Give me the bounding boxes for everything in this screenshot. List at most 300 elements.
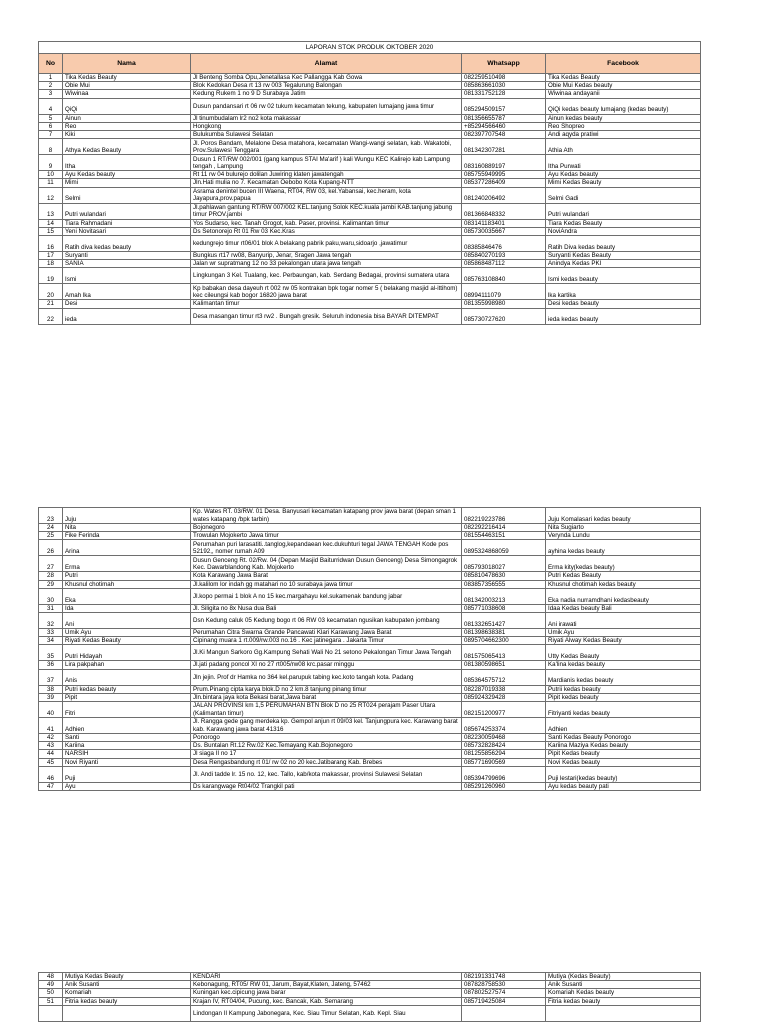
row-facebook: Andi aqyda pratiwi <box>546 131 701 139</box>
row-number: 37 <box>39 669 63 685</box>
header-alamat: Alamat <box>191 54 462 74</box>
row-address: Jln.bintara jaya kota Bekasi barat,Jawa barat <box>191 693 462 701</box>
row-number: 49 <box>39 981 63 989</box>
row-name: Suryanti <box>63 252 191 260</box>
row-name: Fitria kedas beauty <box>63 997 191 1005</box>
row-facebook: Utty Kedas Beauty <box>546 645 701 661</box>
row-whatsapp: 082287019338 <box>462 685 546 693</box>
row-whatsapp <box>462 1005 546 1021</box>
row-number: 14 <box>39 219 63 227</box>
row-whatsapp: 081355998980 <box>462 300 546 308</box>
row-address: Yos Sudarso, kec. Tanah Grogot, kab. Paser, provinsi. Kalimantan timur <box>191 219 462 227</box>
row-address: Jl.kopo permai 1 blok A no 15 kec.margahayu kel.sukamenak bandung jabar <box>191 588 462 604</box>
row-whatsapp: 081398638381 <box>462 629 546 637</box>
table-row <box>39 734 701 742</box>
row-address: Jl.kalilom lor indah gg matahari no 10 surabaya jawa timur <box>191 580 462 588</box>
row-address: Prum.Pinang cipta karya blok.D no 2 km.8 tanjung pinang timur <box>191 685 462 693</box>
row-address: KENDARI <box>191 973 462 981</box>
row-name: Tiara Rahmadani <box>63 219 191 227</box>
table-row <box>39 114 701 122</box>
header-whatsapp: Whatsapp <box>462 54 546 74</box>
table-row <box>39 742 701 750</box>
sheet-block-3 <box>38 972 700 1022</box>
row-whatsapp: 085732828424 <box>462 742 546 750</box>
row-facebook: Putri wulandari <box>546 203 701 219</box>
table-row <box>39 252 701 260</box>
row-name: Ismi <box>63 268 191 284</box>
row-name: Ida <box>63 604 191 612</box>
row-whatsapp: 087828758530 <box>462 981 546 989</box>
row-name: Fitri <box>63 702 191 718</box>
row-name: Eka <box>63 588 191 604</box>
table-row <box>39 508 701 524</box>
table-row <box>39 179 701 187</box>
table-row <box>39 98 701 114</box>
table-row <box>39 524 701 532</box>
row-number: 18 <box>39 260 63 268</box>
table-row <box>39 645 701 661</box>
row-facebook: Ani irawati <box>546 613 701 629</box>
row-number: 42 <box>39 734 63 742</box>
table-row <box>39 540 701 556</box>
table-row <box>39 122 701 130</box>
sheet-block-1 <box>38 41 700 325</box>
row-name: Ayu Kedas beauty <box>63 171 191 179</box>
row-whatsapp: 085719425084 <box>462 997 546 1005</box>
row-name: Putri wulandari <box>63 203 191 219</box>
row-name: Pipit <box>63 693 191 701</box>
row-facebook: Ratih Diva kedas beauty <box>546 236 701 252</box>
row-number: 39 <box>39 693 63 701</box>
row-facebook: ayhina kedas beauty <box>546 540 701 556</box>
row-number: 15 <box>39 227 63 235</box>
row-name: Mutiya Kedas Beauty <box>63 973 191 981</box>
row-facebook: Kariina Maziya Kedas beauty <box>546 742 701 750</box>
row-facebook: Mutiya (Kedas Beauty) <box>546 973 701 981</box>
table-row <box>39 702 701 718</box>
row-number: 28 <box>39 572 63 580</box>
row-name: Ainun <box>63 114 191 122</box>
row-facebook: Ayu kedas beauty pati <box>546 782 701 790</box>
row-facebook: Suryanti Kedas Beauty <box>546 252 701 260</box>
header-nama: Nama <box>63 54 191 74</box>
row-number: 10 <box>39 171 63 179</box>
row-number: 31 <box>39 604 63 612</box>
row-facebook: Tika Kedas Beauty <box>546 74 701 82</box>
row-whatsapp: 081331752128 <box>462 90 546 98</box>
row-whatsapp: 0895704662300 <box>462 637 546 645</box>
row-name: Anis <box>63 669 191 685</box>
row-facebook: Ka'lina kedas beauty <box>546 661 701 669</box>
table-row <box>39 989 701 997</box>
row-number: 16 <box>39 236 63 252</box>
table-row <box>39 268 701 284</box>
row-number: 35 <box>39 645 63 661</box>
row-address: Bulukumba Sulawesi Selatan <box>191 131 462 139</box>
row-name: NARSIH <box>63 750 191 758</box>
row-address: Jl. Rangga gede gang merdeka kp. Gempol anjun rt 09/03 kel. Tanjungpura kec. Karawang barat kab. Karawang jawa barat 41316 <box>191 718 462 734</box>
row-address: Ponorogo <box>191 734 462 742</box>
table-row <box>39 588 701 604</box>
row-facebook: Riyati Alway Kedas Beauty <box>546 637 701 645</box>
row-facebook: Desi kedas beauty <box>546 300 701 308</box>
table-row <box>39 693 701 701</box>
row-address: kedungrejo timur rt06/01 blok A belakang pabrik paku,waru,sidoarjo ,jawatimur <box>191 236 462 252</box>
row-name: Riyati Kedas Beauty <box>63 637 191 645</box>
row-address: Ds Setonorejo Rt 01 Rw 03 Kec.Kras <box>191 227 462 235</box>
row-facebook: Komariah Kedas beauty <box>546 989 701 997</box>
row-facebook: Santi Kedas Beauty Ponorogo <box>546 734 701 742</box>
row-address: Bungkus rt17 rw08, Banyurip, Jenar, Sragen Jawa tengah <box>191 252 462 260</box>
row-number: 47 <box>39 782 63 790</box>
table-row <box>39 532 701 540</box>
row-whatsapp: 081575065413 <box>462 645 546 661</box>
row-facebook: NoviAndra <box>546 227 701 235</box>
row-address: Dusun pandansari rt 06 rw 02 tukum kecamatan tekung, kabupaten lumajang jawa timur <box>191 98 462 114</box>
row-whatsapp: 081332651427 <box>462 613 546 629</box>
row-facebook <box>546 1005 701 1021</box>
row-address: Ds. Buntalan Rt.12 Rw.02 Kec.Temayang Kab.Bojonegoro <box>191 742 462 750</box>
row-address: Jl. Andi tadde lr. 15 no. 12, kec. Tallo, kab/kota makassar, provinsi Sulawesi Selatan <box>191 766 462 782</box>
row-address: Desa Rengasbandung rt 01/ rw 02 no 20 kec.Jatibarang Kab. Brebes <box>191 758 462 766</box>
row-number: 8 <box>39 139 63 155</box>
row-facebook: Ainun kedas beauty <box>546 114 701 122</box>
row-address: Lingkungan 3 Kel. Tualang, kec. Perbaungan, kab. Serdang Bedagai, provinsi sumatera utara <box>191 268 462 284</box>
row-number: 7 <box>39 131 63 139</box>
row-address: Jln jejin. Prof dr Hamka no 364 kel.parupuk tabing kec.koto tangah kota. Padang <box>191 669 462 685</box>
row-address: Kebonagung, RT05/ RW 01, Jarum, Bayat,Klaten, Jateng, 57462 <box>191 981 462 989</box>
row-facebook: ieda kedas beauty <box>546 308 701 324</box>
row-name: Selmi <box>63 187 191 203</box>
row-name: QiQi <box>63 98 191 114</box>
row-number: 19 <box>39 268 63 284</box>
row-name: Putri <box>63 572 191 580</box>
row-facebook: Putrii kedas beauty <box>546 685 701 693</box>
row-facebook: Fitriyanti kedas beauty <box>546 702 701 718</box>
row-address: Jln.Hati mulia no 7. Kecamatan Oebobo Kota Kupang-NTT <box>191 179 462 187</box>
row-whatsapp: 083160889197 <box>462 155 546 171</box>
row-number: 48 <box>39 973 63 981</box>
row-whatsapp: 081255856294 <box>462 750 546 758</box>
table-row <box>39 661 701 669</box>
row-facebook: Eka nadia nurramdhani kedasbeauty <box>546 588 701 604</box>
table-row <box>39 203 701 219</box>
row-number: 46 <box>39 766 63 782</box>
table-row <box>39 155 701 171</box>
row-address: Jl siaga II no 17 <box>191 750 462 758</box>
row-facebook: Putri Kedas Beauty <box>546 572 701 580</box>
row-name: Erma <box>63 556 191 572</box>
row-whatsapp: 085291260960 <box>462 782 546 790</box>
row-address: Jalan wr supratmang 12 no 33 pekalongan utara jawa tengah <box>191 260 462 268</box>
row-number: 30 <box>39 588 63 604</box>
row-whatsapp: 085771038608 <box>462 604 546 612</box>
row-facebook: Tiara Kedas Beauty <box>546 219 701 227</box>
row-number: 41 <box>39 718 63 734</box>
table-row <box>39 637 701 645</box>
table-row <box>39 139 701 155</box>
row-whatsapp: 082292216414 <box>462 524 546 532</box>
row-whatsapp: 085674253374 <box>462 718 546 734</box>
row-name: Reo <box>63 122 191 130</box>
row-address: Perumahan Citra Swarna Grande Pancawati Klari Karawang Jawa Barat <box>191 629 462 637</box>
row-facebook: Pipit Kedas beauty <box>546 750 701 758</box>
row-name: Putri kedas beauty <box>63 685 191 693</box>
header-no: No <box>39 54 63 74</box>
stock-report-table <box>38 41 701 325</box>
row-name: Amah lka <box>63 284 191 300</box>
row-name: Putri Hidayah <box>63 645 191 661</box>
row-number: 4 <box>39 98 63 114</box>
header-facebook: Facebook <box>546 54 701 74</box>
row-facebook: Erma kity(kedas beauty) <box>546 556 701 572</box>
row-facebook: Fitria kedas beauty <box>546 997 701 1005</box>
row-number: 50 <box>39 989 63 997</box>
row-address: Dsn Kedung caluk 05 Kedung bogo rt 06 RW 03 kecamatan ngusikan kabupaten jombang <box>191 613 462 629</box>
row-facebook: Khusnul chotimah kedas beauty <box>546 580 701 588</box>
row-name: Fike Ferinda <box>63 532 191 540</box>
row-name: Mimi <box>63 179 191 187</box>
table-row <box>39 629 701 637</box>
row-facebook: Mardianis kedas beauty <box>546 669 701 685</box>
row-facebook: Anindya Kedas PKI <box>546 260 701 268</box>
row-whatsapp: 082230059468 <box>462 734 546 742</box>
row-facebook: Idaa Kedas beauty Bali <box>546 604 701 612</box>
row-whatsapp: 085863661030 <box>462 82 546 90</box>
table-row <box>39 187 701 203</box>
row-whatsapp: 083141183401 <box>462 219 546 227</box>
row-name: Wiwinaa <box>63 90 191 98</box>
row-number: 26 <box>39 540 63 556</box>
row-facebook: Obie Mui Kedas beauty <box>546 82 701 90</box>
row-name: Komariah <box>63 989 191 997</box>
row-number: 34 <box>39 637 63 645</box>
row-address: Asrama denintel bucen III Waena, RT04, RW 03, kel.Yabansai, kec.heram, kota Jayapura,prov.papua <box>191 187 462 203</box>
row-facebook: Ismi kedas beauty <box>546 268 701 284</box>
row-number: 40 <box>39 702 63 718</box>
row-address: Kp. Wates RT. 03/RW. 01 Desa. Banyusari kecamatan katapang prov jawa barat (depan sman 1 wates katapang /bpk tarbin) <box>191 508 462 524</box>
row-address: Dusun Genceng Rt. 02/Rw. 04 (Depan Masjid Baiturridwan Dusun Genceng) Desa Simongagrok Kec. Dawarblandong Kab. Mojokerto <box>191 556 462 572</box>
table-row <box>39 782 701 790</box>
stock-report-table-continued <box>38 507 701 791</box>
table-row <box>39 572 701 580</box>
table-row <box>39 260 701 268</box>
table-row <box>39 227 701 235</box>
row-name: Santi <box>63 734 191 742</box>
row-whatsapp: 081356655787 <box>462 114 546 122</box>
row-name: Puji <box>63 766 191 782</box>
row-number: 6 <box>39 122 63 130</box>
row-number: 17 <box>39 252 63 260</box>
row-whatsapp: 081342307281 <box>462 139 546 155</box>
row-number: 36 <box>39 661 63 669</box>
row-name: Kariina <box>63 742 191 750</box>
row-facebook: Adhien <box>546 718 701 734</box>
row-whatsapp: 087802527574 <box>462 989 546 997</box>
report-title: LAPORAN STOK PRODUK OKTOBER 2020 <box>39 42 701 54</box>
row-facebook: lka kartika <box>546 284 701 300</box>
table-row <box>39 171 701 179</box>
row-address: Jl. Siligita no 8x Nusa dua Bali <box>191 604 462 612</box>
row-number: 25 <box>39 532 63 540</box>
row-address: Perumahan puri larasatiti..tanglog,kepandaean kec.dukuhturi tegal JAWA TENGAH Kode pos 52192,, nomer rumah A09 <box>191 540 462 556</box>
table-row <box>39 284 701 300</box>
row-address: Jl.jati padang poncol XI no 27 rt005/rw08 krc.pasar minggu <box>191 661 462 669</box>
row-name: Arina <box>63 540 191 556</box>
row-facebook: Pipit kedas beauty <box>546 693 701 701</box>
row-name: Nita <box>63 524 191 532</box>
row-whatsapp: +85294566460 <box>462 122 546 130</box>
row-whatsapp: 0895324868059 <box>462 540 546 556</box>
table-row <box>39 758 701 766</box>
row-name: Athya Kedas Beauty <box>63 139 191 155</box>
row-whatsapp: 085771690569 <box>462 758 546 766</box>
table-row <box>39 131 701 139</box>
row-whatsapp: 083857356555 <box>462 580 546 588</box>
row-number: 13 <box>39 203 63 219</box>
row-address: Jl.Ki Mangun Sarkoro Gg.Kampung Sehati Wali No 21 setono Pekalongan Timur Jawa Tengah <box>191 645 462 661</box>
row-facebook: Selmi Gadi <box>546 187 701 203</box>
row-whatsapp: 085868487112 <box>462 260 546 268</box>
row-number: 38 <box>39 685 63 693</box>
row-address: Dusun 1 RT/RW 002/001 (gang kampus STAI Ma'arif ) kali Wungu KEC Kalirejo kab Lampung tengah , Lampung <box>191 155 462 171</box>
table-row <box>39 580 701 588</box>
row-address: Rt 11 rw 04 bulurejo dolilan Juwiring klaten jawatengah <box>191 171 462 179</box>
table-row <box>39 300 701 308</box>
row-whatsapp: 082151200977 <box>462 702 546 718</box>
row-name: Adhien <box>63 718 191 734</box>
row-number: 3 <box>39 90 63 98</box>
table-row <box>39 82 701 90</box>
row-whatsapp: 085364575712 <box>462 669 546 685</box>
row-name: Umik Ayu <box>63 629 191 637</box>
row-number: 11 <box>39 179 63 187</box>
sheet-block-2 <box>38 507 700 791</box>
table-row <box>39 981 701 989</box>
table-row <box>39 997 701 1005</box>
row-address: Krajan IV, RT04/04, Pucung, kec. Bancak, Kab. Semarang <box>191 997 462 1005</box>
row-address: Ds karangwage Rt04/02 Trangkil pati <box>191 782 462 790</box>
row-address: Jl Benteng Somba Opu,Jenetallasa Kec Pallangga Kab Gowa <box>191 74 462 82</box>
table-row <box>39 685 701 693</box>
row-number: 24 <box>39 524 63 532</box>
row-name: Yeni Novitasari <box>63 227 191 235</box>
row-facebook: Ayu Kedas beauty <box>546 171 701 179</box>
row-whatsapp: 081366848332 <box>462 203 546 219</box>
row-facebook: Anik Susanti <box>546 981 701 989</box>
row-name: ieda <box>63 308 191 324</box>
table-row <box>39 236 701 252</box>
row-name: Lira pakpahan <box>63 661 191 669</box>
table-row <box>39 219 701 227</box>
row-address: Kuningan kec.cipicung jawa barar <box>191 989 462 997</box>
row-name: Obie Mui <box>63 82 191 90</box>
row-whatsapp: 085730727620 <box>462 308 546 324</box>
row-name: Ani <box>63 613 191 629</box>
table-row <box>39 613 701 629</box>
row-facebook: Reo Shopreo <box>546 122 701 130</box>
row-name: Khusnul chotimah <box>63 580 191 588</box>
row-number: 51 <box>39 997 63 1005</box>
row-whatsapp: 081554463151 <box>462 532 546 540</box>
row-name <box>63 1005 191 1021</box>
row-whatsapp: 08994111079 <box>462 284 546 300</box>
row-facebook: Juju Komalasari kedas beauty <box>546 508 701 524</box>
row-address: Kedung Rukem 1 no 9 D Surabaya Jatim <box>191 90 462 98</box>
row-number: 21 <box>39 300 63 308</box>
row-number: 2 <box>39 82 63 90</box>
table-row <box>39 1005 701 1021</box>
row-whatsapp: 085924329428 <box>462 693 546 701</box>
row-whatsapp: 081342003213 <box>462 588 546 604</box>
stock-report-table-continued-2 <box>38 972 701 1022</box>
row-number: 33 <box>39 629 63 637</box>
row-number: 22 <box>39 308 63 324</box>
table-row <box>39 308 701 324</box>
row-number <box>39 1005 63 1021</box>
row-address: Cipinang muara 1 rt.009/rw.003 no.16 . Kec jatinegara . Jakarta Timur <box>191 637 462 645</box>
table-row <box>39 90 701 98</box>
table-row <box>39 74 701 82</box>
row-address: Kalimantan timur <box>191 300 462 308</box>
row-facebook: Verynda Lundu <box>546 532 701 540</box>
row-whatsapp: 085763108840 <box>462 268 546 284</box>
row-address: Kota Karawang Jawa Barat <box>191 572 462 580</box>
row-address: Jl tinumbudalam lr2 no2 kota makassar <box>191 114 462 122</box>
row-name: Juju <box>63 508 191 524</box>
row-number: 20 <box>39 284 63 300</box>
row-whatsapp: 085730035667 <box>462 227 546 235</box>
table-row <box>39 766 701 782</box>
row-whatsapp: 082259510498 <box>462 74 546 82</box>
row-name: Itha <box>63 155 191 171</box>
row-whatsapp: 082397707548 <box>462 131 546 139</box>
row-whatsapp: 081240206492 <box>462 187 546 203</box>
row-name: Kiki <box>63 131 191 139</box>
row-whatsapp: 085793018027 <box>462 556 546 572</box>
row-name: Ratih diva kedas beauty <box>63 236 191 252</box>
row-address: Lindongan II Kampung Jabonegara, Kec. Siau Timur Selatan, Kab. Kepl. Siau <box>191 1005 462 1021</box>
row-number: 27 <box>39 556 63 572</box>
row-address: JALAN PROVINSI km 1,5 PERUMAHAN BTN Blok D no 25 RT024 perajam Paser Utara (Kalimantan timur) <box>191 702 462 718</box>
row-name: SANIA <box>63 260 191 268</box>
row-whatsapp: 085377286409 <box>462 179 546 187</box>
row-name: Tika Kedas Beauty <box>63 74 191 82</box>
table-row <box>39 718 701 734</box>
row-facebook: Athia Ath <box>546 139 701 155</box>
row-name: Desi <box>63 300 191 308</box>
row-whatsapp: 082191331748 <box>462 973 546 981</box>
table-row <box>39 604 701 612</box>
table-row <box>39 556 701 572</box>
row-number: 23 <box>39 508 63 524</box>
row-number: 45 <box>39 758 63 766</box>
row-address: Jl.pahlawan gantung RT/RW 007/002 KEL.tanjung Solok KEC.kuala jambi KAB.tanjung jabung timur PROV.jambi <box>191 203 462 219</box>
row-number: 29 <box>39 580 63 588</box>
row-whatsapp: 085755949995 <box>462 171 546 179</box>
row-facebook: Umik Ayu <box>546 629 701 637</box>
row-facebook: Nita Sugiarto <box>546 524 701 532</box>
row-facebook: Itha Purwati <box>546 155 701 171</box>
row-facebook: QiQi kedas beauty lumajang (kedas beauty) <box>546 98 701 114</box>
row-facebook: Wiwinaa andayanii <box>546 90 701 98</box>
row-number: 1 <box>39 74 63 82</box>
row-address: Blok Kedokan Desa rt 13 rw 003 Tegalurung Balongan <box>191 82 462 90</box>
row-name: Novi Riyanti <box>63 758 191 766</box>
row-whatsapp: 085294509157 <box>462 98 546 114</box>
row-number: 5 <box>39 114 63 122</box>
row-number: 9 <box>39 155 63 171</box>
